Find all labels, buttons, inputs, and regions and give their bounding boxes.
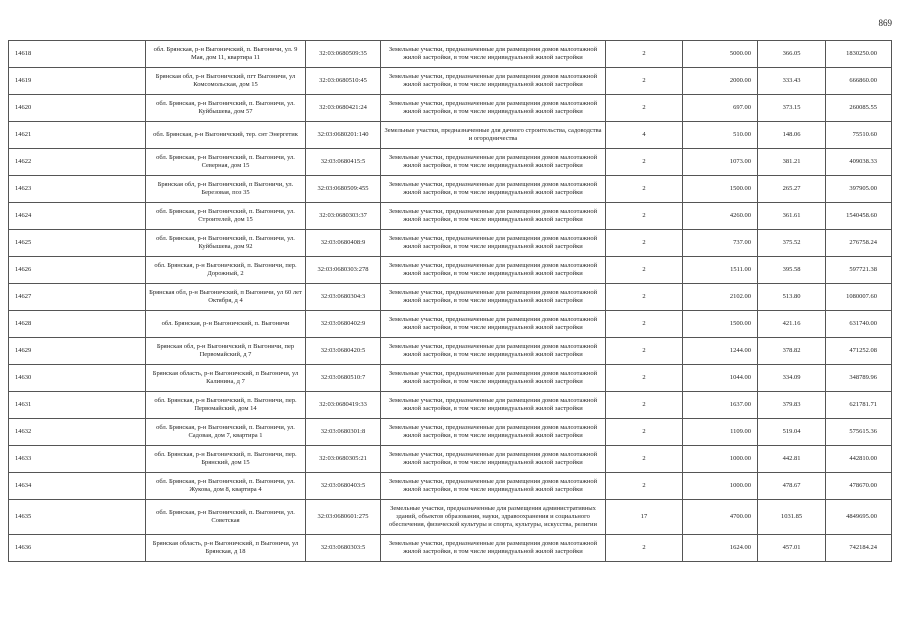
row-id-cell: 14623 bbox=[9, 176, 146, 203]
table-row bbox=[9, 500, 892, 535]
address-cell: обл. Брянская, р-н Выгоничский, п. Выгоничи, ул. Советская bbox=[146, 500, 306, 535]
area-cell: 4260.00 bbox=[683, 203, 758, 230]
specific-value-cell: 478.67 bbox=[758, 473, 826, 500]
address-cell: обл. Брянская, р-н Выгоничский, п. Выгоничи, пер. Дорожный, 2 bbox=[146, 257, 306, 284]
area-cell: 1244.00 bbox=[683, 338, 758, 365]
row-id-cell: 14629 bbox=[9, 338, 146, 365]
land-use-cell: Земельные участки, предназначенные для размещения домов малоэтажной жилой застройки, в том числе индивидуальной жилой застройки bbox=[381, 230, 606, 257]
cadastral-value-cell: 1540458.60 bbox=[826, 203, 892, 230]
cadastral-number-cell: 32:03:0680303:37 bbox=[306, 203, 381, 230]
row-id-cell: 14618 bbox=[9, 41, 146, 68]
cadastral-value-cell: 260085.55 bbox=[826, 95, 892, 122]
address-cell: обл. Брянская, р-н Выгоничский, п. Выгоничи bbox=[146, 311, 306, 338]
land-use-cell: Земельные участки, предназначенные для размещения домов малоэтажной жилой застройки, в том числе индивидуальной жилой застройки bbox=[381, 257, 606, 284]
address-cell: обл. Брянская, р-н Выгоничский, п. Выгоничи, пер. Брянский, дом 15 bbox=[146, 446, 306, 473]
table-row bbox=[9, 284, 892, 311]
area-cell: 2000.00 bbox=[683, 68, 758, 95]
specific-value-cell: 379.83 bbox=[758, 392, 826, 419]
specific-value-cell: 421.16 bbox=[758, 311, 826, 338]
specific-value-cell: 457.01 bbox=[758, 535, 826, 562]
cadastral-number-cell: 32:03:0680201:140 bbox=[306, 122, 381, 149]
specific-value-cell: 378.82 bbox=[758, 338, 826, 365]
group-number-cell: 2 bbox=[606, 95, 683, 122]
cadastral-value-cell: 4849695.00 bbox=[826, 500, 892, 535]
group-number-cell: 2 bbox=[606, 284, 683, 311]
address-cell: обл. Брянская, р-н Выгоничский, тер. снт Энергетик bbox=[146, 122, 306, 149]
cadastral-value-cell: 1080007.60 bbox=[826, 284, 892, 311]
cadastral-value-cell: 442810.00 bbox=[826, 446, 892, 473]
table-row bbox=[9, 257, 892, 284]
table-row bbox=[9, 203, 892, 230]
land-use-cell: Земельные участки, предназначенные для размещения домов малоэтажной жилой застройки, в том числе индивидуальной жилой застройки bbox=[381, 365, 606, 392]
page-number: 869 bbox=[878, 18, 892, 28]
address-cell: обл. Брянская, р-н Выгоничский, п. Выгоничи, ул. Северная, дом 15 bbox=[146, 149, 306, 176]
address-cell: Брянская обл, р-н Выгоничский, п Выгоничи, ул 60 лет Октября, д 4 bbox=[146, 284, 306, 311]
address-cell: обл. Брянская, р-н Выгоничский, п. Выгоничи, ул. Садовая, дом 7, квартира 1 bbox=[146, 419, 306, 446]
land-use-cell: Земельные участки, предназначенные для размещения домов малоэтажной жилой застройки, в том числе индивидуальной жилой застройки bbox=[381, 392, 606, 419]
land-use-cell: Земельные участки, предназначенные для размещения домов малоэтажной жилой застройки, в том числе индивидуальной жилой застройки bbox=[381, 176, 606, 203]
land-use-cell: Земельные участки, предназначенные для размещения домов малоэтажной жилой застройки, в том числе индивидуальной жилой застройки bbox=[381, 535, 606, 562]
row-id-cell: 14628 bbox=[9, 311, 146, 338]
cadastral-number-cell: 32:03:0680303:278 bbox=[306, 257, 381, 284]
address-cell: обл. Брянская, р-н Выгоничский, п. Выгоничи, ул. Жукова, дом 8, квартира 4 bbox=[146, 473, 306, 500]
land-use-cell: Земельные участки, предназначенные для размещения домов малоэтажной жилой застройки, в том числе индивидуальной жилой застройки bbox=[381, 203, 606, 230]
cadastral-value-cell: 575615.36 bbox=[826, 419, 892, 446]
cadastral-number-cell: 32:03:0680304:3 bbox=[306, 284, 381, 311]
specific-value-cell: 361.61 bbox=[758, 203, 826, 230]
cadastral-value-cell: 478670.00 bbox=[826, 473, 892, 500]
cadastral-number-cell: 32:03:0680601:275 bbox=[306, 500, 381, 535]
land-use-cell: Земельные участки, предназначенные для размещения домов малоэтажной жилой застройки, в том числе индивидуальной жилой застройки bbox=[381, 95, 606, 122]
table-row bbox=[9, 338, 892, 365]
land-use-cell: Земельные участки, предназначенные для дачного строительства, садоводства и огородничества bbox=[381, 122, 606, 149]
area-cell: 1109.00 bbox=[683, 419, 758, 446]
land-use-cell: Земельные участки, предназначенные для размещения домов малоэтажной жилой застройки, в том числе индивидуальной жилой застройки bbox=[381, 473, 606, 500]
group-number-cell: 17 bbox=[606, 500, 683, 535]
address-cell: Брянская обл, р-н Выгоничский, п Выгоничи, ул. Березовая, поз 35 bbox=[146, 176, 306, 203]
specific-value-cell: 513.80 bbox=[758, 284, 826, 311]
row-id-cell: 14630 bbox=[9, 365, 146, 392]
group-number-cell: 2 bbox=[606, 149, 683, 176]
area-cell: 1624.00 bbox=[683, 535, 758, 562]
specific-value-cell: 1031.85 bbox=[758, 500, 826, 535]
land-use-cell: Земельные участки, предназначенные для размещения домов малоэтажной жилой застройки, в том числе индивидуальной жилой застройки bbox=[381, 446, 606, 473]
cadastral-number-cell: 32:03:0680509:455 bbox=[306, 176, 381, 203]
specific-value-cell: 442.81 bbox=[758, 446, 826, 473]
area-cell: 737.00 bbox=[683, 230, 758, 257]
cadastral-number-cell: 32:03:0680403:5 bbox=[306, 473, 381, 500]
cadastral-number-cell: 32:03:0680419:33 bbox=[306, 392, 381, 419]
group-number-cell: 2 bbox=[606, 446, 683, 473]
table-row bbox=[9, 41, 892, 68]
table-row bbox=[9, 446, 892, 473]
area-cell: 1500.00 bbox=[683, 311, 758, 338]
specific-value-cell: 265.27 bbox=[758, 176, 826, 203]
area-cell: 1637.00 bbox=[683, 392, 758, 419]
cadastral-value-cell: 666860.00 bbox=[826, 68, 892, 95]
group-number-cell: 2 bbox=[606, 230, 683, 257]
group-number-cell: 2 bbox=[606, 203, 683, 230]
row-id-cell: 14635 bbox=[9, 500, 146, 535]
cadastral-value-cell: 409038.33 bbox=[826, 149, 892, 176]
row-id-cell: 14636 bbox=[9, 535, 146, 562]
land-use-cell: Земельные участки, предназначенные для размещения домов малоэтажной жилой застройки, в том числе индивидуальной жилой застройки bbox=[381, 311, 606, 338]
group-number-cell: 2 bbox=[606, 365, 683, 392]
row-id-cell: 14634 bbox=[9, 473, 146, 500]
cadastral-value-cell: 1830250.00 bbox=[826, 41, 892, 68]
group-number-cell: 2 bbox=[606, 311, 683, 338]
address-cell: обл. Брянская, р-н Выгоничский, п. Выгоничи, ул. Куйбышева, дом 57 bbox=[146, 95, 306, 122]
cadastral-number-cell: 32:03:0680510:45 bbox=[306, 68, 381, 95]
table-row bbox=[9, 68, 892, 95]
table-row bbox=[9, 473, 892, 500]
specific-value-cell: 395.58 bbox=[758, 257, 826, 284]
area-cell: 1500.00 bbox=[683, 176, 758, 203]
group-number-cell: 2 bbox=[606, 257, 683, 284]
land-use-cell: Земельные участки, предназначенные для размещения домов малоэтажной жилой застройки, в том числе индивидуальной жилой застройки bbox=[381, 41, 606, 68]
cadastral-number-cell: 32:03:0680301:8 bbox=[306, 419, 381, 446]
row-id-cell: 14632 bbox=[9, 419, 146, 446]
table-row bbox=[9, 149, 892, 176]
table-row bbox=[9, 311, 892, 338]
land-use-cell: Земельные участки, предназначенные для размещения домов малоэтажной жилой застройки, в том числе индивидуальной жилой застройки bbox=[381, 284, 606, 311]
area-cell: 5000.00 bbox=[683, 41, 758, 68]
table-row bbox=[9, 392, 892, 419]
group-number-cell: 2 bbox=[606, 338, 683, 365]
cadastral-value-cell: 597721.38 bbox=[826, 257, 892, 284]
row-id-cell: 14626 bbox=[9, 257, 146, 284]
cadastral-value-table bbox=[8, 40, 892, 562]
area-cell: 697.00 bbox=[683, 95, 758, 122]
cadastral-value-cell: 471252.08 bbox=[826, 338, 892, 365]
specific-value-cell: 519.04 bbox=[758, 419, 826, 446]
group-number-cell: 2 bbox=[606, 68, 683, 95]
row-id-cell: 14633 bbox=[9, 446, 146, 473]
address-cell: Брянская область, р-н Выгоничский, п Выгоничи, ул Брянская, д 18 bbox=[146, 535, 306, 562]
specific-value-cell: 334.09 bbox=[758, 365, 826, 392]
row-id-cell: 14619 bbox=[9, 68, 146, 95]
area-cell: 1073.00 bbox=[683, 149, 758, 176]
table-row bbox=[9, 122, 892, 149]
area-cell: 510.00 bbox=[683, 122, 758, 149]
cadastral-value-cell: 621781.71 bbox=[826, 392, 892, 419]
area-cell: 1511.00 bbox=[683, 257, 758, 284]
row-id-cell: 14625 bbox=[9, 230, 146, 257]
land-use-cell: Земельные участки, предназначенные для размещения домов малоэтажной жилой застройки, в том числе индивидуальной жилой застройки bbox=[381, 419, 606, 446]
cadastral-value-cell: 397905.00 bbox=[826, 176, 892, 203]
specific-value-cell: 366.05 bbox=[758, 41, 826, 68]
row-id-cell: 14621 bbox=[9, 122, 146, 149]
table-row bbox=[9, 230, 892, 257]
area-cell: 1000.00 bbox=[683, 446, 758, 473]
cadastral-value-cell: 742184.24 bbox=[826, 535, 892, 562]
area-cell: 1044.00 bbox=[683, 365, 758, 392]
cadastral-number-cell: 32:03:0680303:5 bbox=[306, 535, 381, 562]
area-cell: 1000.00 bbox=[683, 473, 758, 500]
specific-value-cell: 333.43 bbox=[758, 68, 826, 95]
address-cell: Брянская обл, р-н Выгоничский, пгт Выгоничи, ул Комсомольская, дом 15 bbox=[146, 68, 306, 95]
group-number-cell: 2 bbox=[606, 392, 683, 419]
cadastral-number-cell: 32:03:0680421:24 bbox=[306, 95, 381, 122]
cadastral-number-cell: 32:03:0680408:9 bbox=[306, 230, 381, 257]
specific-value-cell: 381.21 bbox=[758, 149, 826, 176]
table-row bbox=[9, 365, 892, 392]
address-cell: обл. Брянская, р-н Выгоничский, п. Выгоничи, пер. Первомайский, дом 14 bbox=[146, 392, 306, 419]
cadastral-number-cell: 32:03:0680415:5 bbox=[306, 149, 381, 176]
specific-value-cell: 148.06 bbox=[758, 122, 826, 149]
area-cell: 4700.00 bbox=[683, 500, 758, 535]
specific-value-cell: 373.15 bbox=[758, 95, 826, 122]
table-row bbox=[9, 176, 892, 203]
group-number-cell: 2 bbox=[606, 41, 683, 68]
group-number-cell: 4 bbox=[606, 122, 683, 149]
address-cell: обл. Брянская, р-н Выгоничский, п. Выгоничи, ул. Куйбышева, дом 92 bbox=[146, 230, 306, 257]
area-cell: 2102.00 bbox=[683, 284, 758, 311]
cadastral-number-cell: 32:03:0680305:21 bbox=[306, 446, 381, 473]
cadastral-value-cell: 348789.96 bbox=[826, 365, 892, 392]
group-number-cell: 2 bbox=[606, 419, 683, 446]
address-cell: Брянская область, р-н Выгоничский, п Выгоничи, ул Калинина, д 7 bbox=[146, 365, 306, 392]
specific-value-cell: 375.52 bbox=[758, 230, 826, 257]
cadastral-number-cell: 32:03:0680402:9 bbox=[306, 311, 381, 338]
cadastral-value-cell: 75510.60 bbox=[826, 122, 892, 149]
row-id-cell: 14631 bbox=[9, 392, 146, 419]
group-number-cell: 2 bbox=[606, 176, 683, 203]
row-id-cell: 14620 bbox=[9, 95, 146, 122]
table-row bbox=[9, 95, 892, 122]
address-cell: обл. Брянская, р-н Выгоничский, п. Выгоничи, ул. 9 Мая, дом 11, квартира 11 bbox=[146, 41, 306, 68]
row-id-cell: 14624 bbox=[9, 203, 146, 230]
group-number-cell: 2 bbox=[606, 473, 683, 500]
row-id-cell: 14622 bbox=[9, 149, 146, 176]
cadastral-number-cell: 32:03:0680510:7 bbox=[306, 365, 381, 392]
table-body bbox=[9, 41, 892, 562]
cadastral-number-cell: 32:03:0680509:35 bbox=[306, 41, 381, 68]
table-row bbox=[9, 419, 892, 446]
row-id-cell: 14627 bbox=[9, 284, 146, 311]
land-use-cell: Земельные участки, предназначенные для размещения домов малоэтажной жилой застройки, в том числе индивидуальной жилой застройки bbox=[381, 338, 606, 365]
cadastral-value-cell: 276758.24 bbox=[826, 230, 892, 257]
cadastral-number-cell: 32:03:0680420:5 bbox=[306, 338, 381, 365]
land-use-cell: Земельные участки, предназначенные для размещения домов малоэтажной жилой застройки, в том числе индивидуальной жилой застройки bbox=[381, 149, 606, 176]
table-row bbox=[9, 535, 892, 562]
cadastral-value-cell: 631740.00 bbox=[826, 311, 892, 338]
address-cell: обл. Брянская, р-н Выгоничский, п. Выгоничи, ул. Строителей, дом 15 bbox=[146, 203, 306, 230]
group-number-cell: 2 bbox=[606, 535, 683, 562]
land-use-cell: Земельные участки, предназначенные для размещения административных зданий, объектов образования, науки, здравоохранения и социального обеспечения, физической культуры и спорта, культуры, искусства, религии bbox=[381, 500, 606, 535]
land-use-cell: Земельные участки, предназначенные для размещения домов малоэтажной жилой застройки, в том числе индивидуальной жилой застройки bbox=[381, 68, 606, 95]
address-cell: Брянская обл, р-н Выгоничский, п Выгоничи, пер Первомайский, д 7 bbox=[146, 338, 306, 365]
